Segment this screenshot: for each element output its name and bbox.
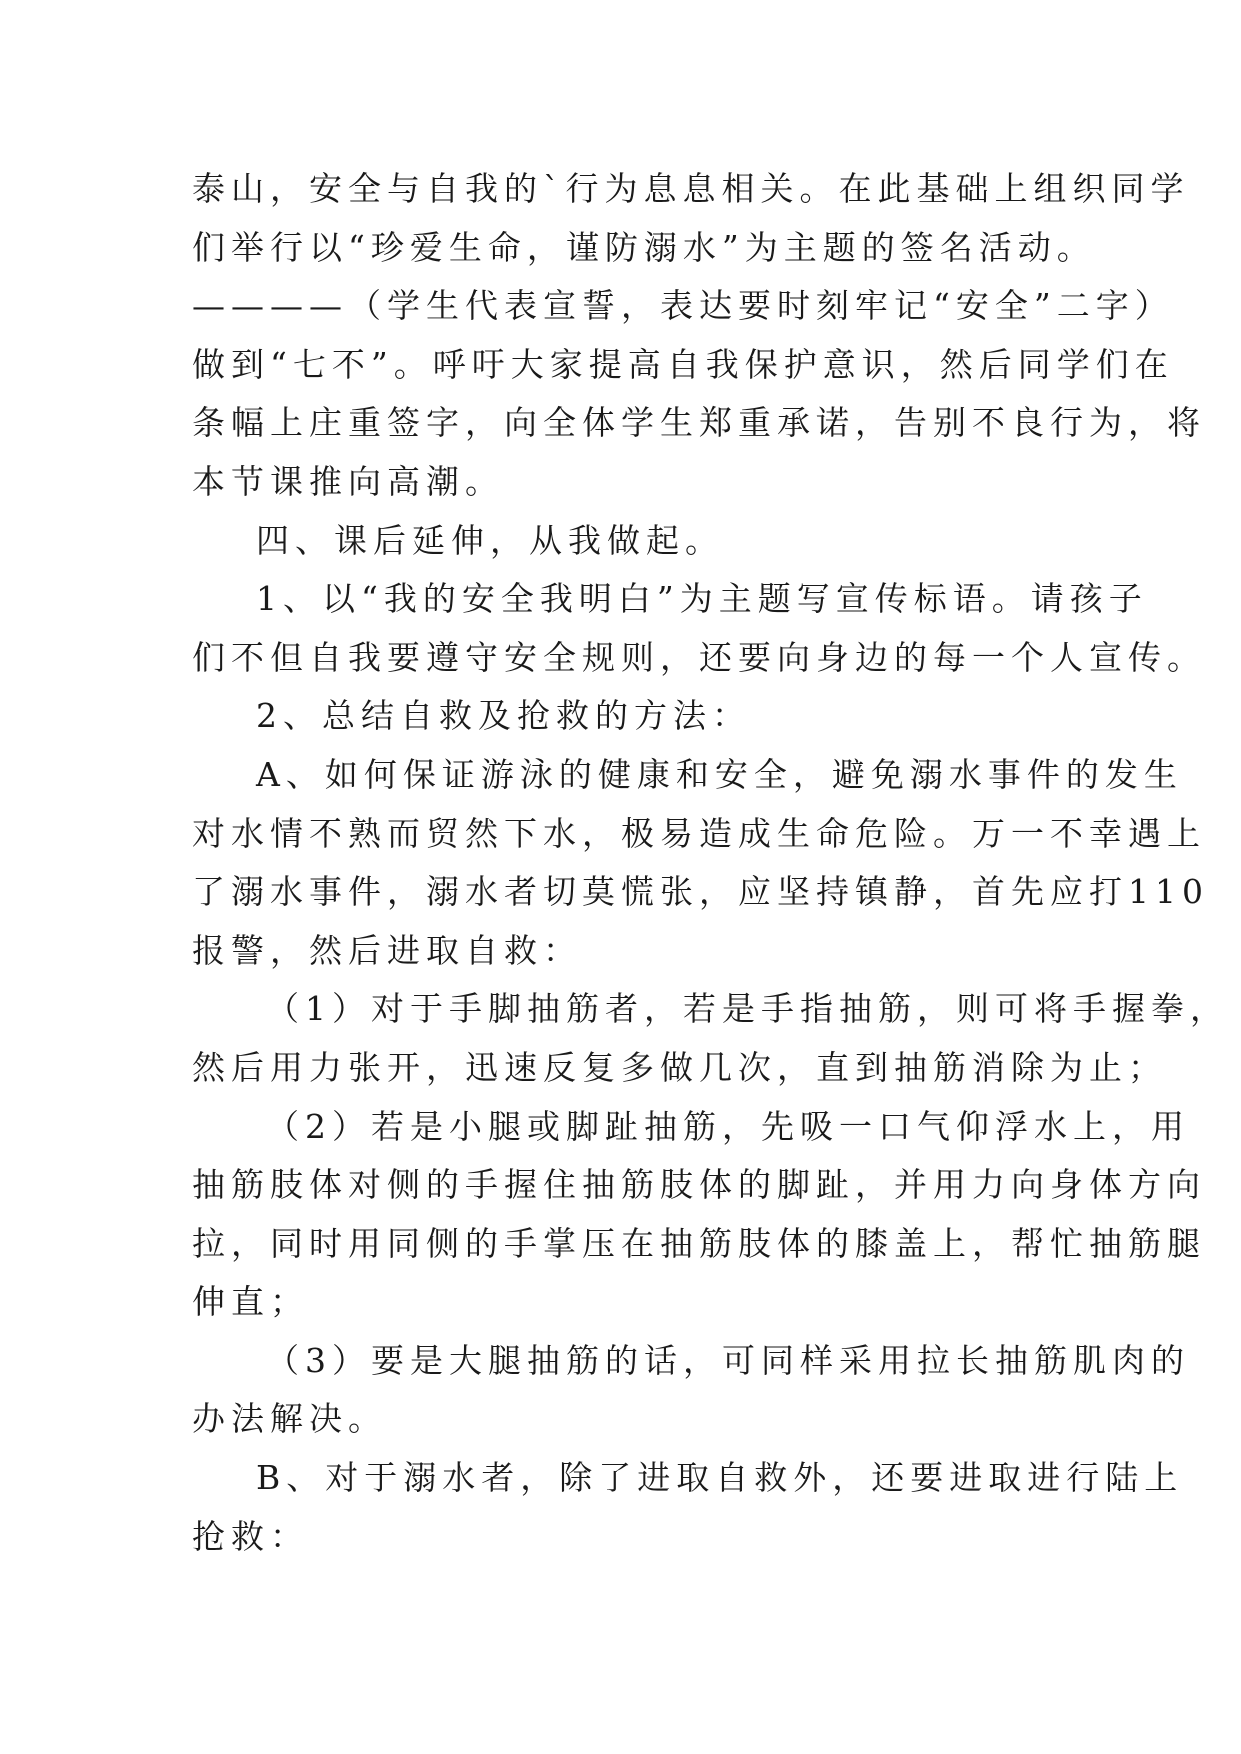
text-line: （1）对于手脚抽筋者，若是手指抽筋，则可将手握拳， xyxy=(266,989,1229,1029)
text-line: 对水情不熟而贸然下水，极易造成生命危险。万一不幸遇上 xyxy=(192,813,1206,853)
text-line: 办法解决。 xyxy=(192,1399,387,1439)
text-line: 们不但自我要遵守安全规则，还要向身边的每一个人宣传。 xyxy=(192,637,1206,677)
text-line: ————（学生代表宣誓，表达要时刻牢记“安全”二字） xyxy=(192,286,1174,326)
text-line: 抽筋肢体对侧的手握住抽筋肢体的脚趾，并用力向身体方向 xyxy=(192,1165,1206,1205)
document-body xyxy=(192,160,1229,1566)
text-line: 做到“七不”。呼吁大家提高自我保护意识，然后同学们在 xyxy=(192,344,1174,384)
text-line: 抢救： xyxy=(192,1516,309,1556)
text-line: 条幅上庄重签字，向全体学生郑重承诺，告别不良行为，将 xyxy=(192,403,1206,443)
text-line: A、如何保证游泳的健康和安全，避免溺水事件的发生 xyxy=(256,754,1183,794)
section-heading: 四、课后延伸，从我做起。 xyxy=(256,520,724,560)
text-line: 伸直； xyxy=(192,1282,309,1322)
text-line: 2、总结自救及抢救的方法： xyxy=(256,696,751,736)
text-line: 拉，同时用同侧的手掌压在抽筋肢体的膝盖上，帮忙抽筋腿 xyxy=(192,1223,1206,1263)
text-line: 然后用力张开，迅速反复多做几次，直到抽筋消除为止； xyxy=(192,1047,1167,1087)
text-line: 报警，然后进取自救： xyxy=(192,930,582,970)
text-line: 泰山，安全与自我的`行为息息相关。在此基础上组织同学 xyxy=(192,169,1190,208)
text-line: 们举行以“珍爱生命，谨防溺水”为主题的签名活动。 xyxy=(192,227,1096,267)
text-line: 本节课推向高潮。 xyxy=(192,461,504,501)
text-line: （3）要是大腿抽筋的话，可同样采用拉长抽筋肌肉的 xyxy=(266,1340,1190,1380)
text-line: （2）若是小腿或脚趾抽筋，先吸一口气仰浮水上，用 xyxy=(266,1106,1190,1146)
text-line: 1、以“我的安全我明白”为主题写宣传标语。请孩子 xyxy=(256,579,1148,619)
text-line: 了溺水事件，溺水者切莫慌张，应坚持镇静，首先应打110 xyxy=(192,872,1209,912)
text-line: B、对于溺水者，除了进取自救外，还要进取进行陆上 xyxy=(256,1458,1184,1498)
